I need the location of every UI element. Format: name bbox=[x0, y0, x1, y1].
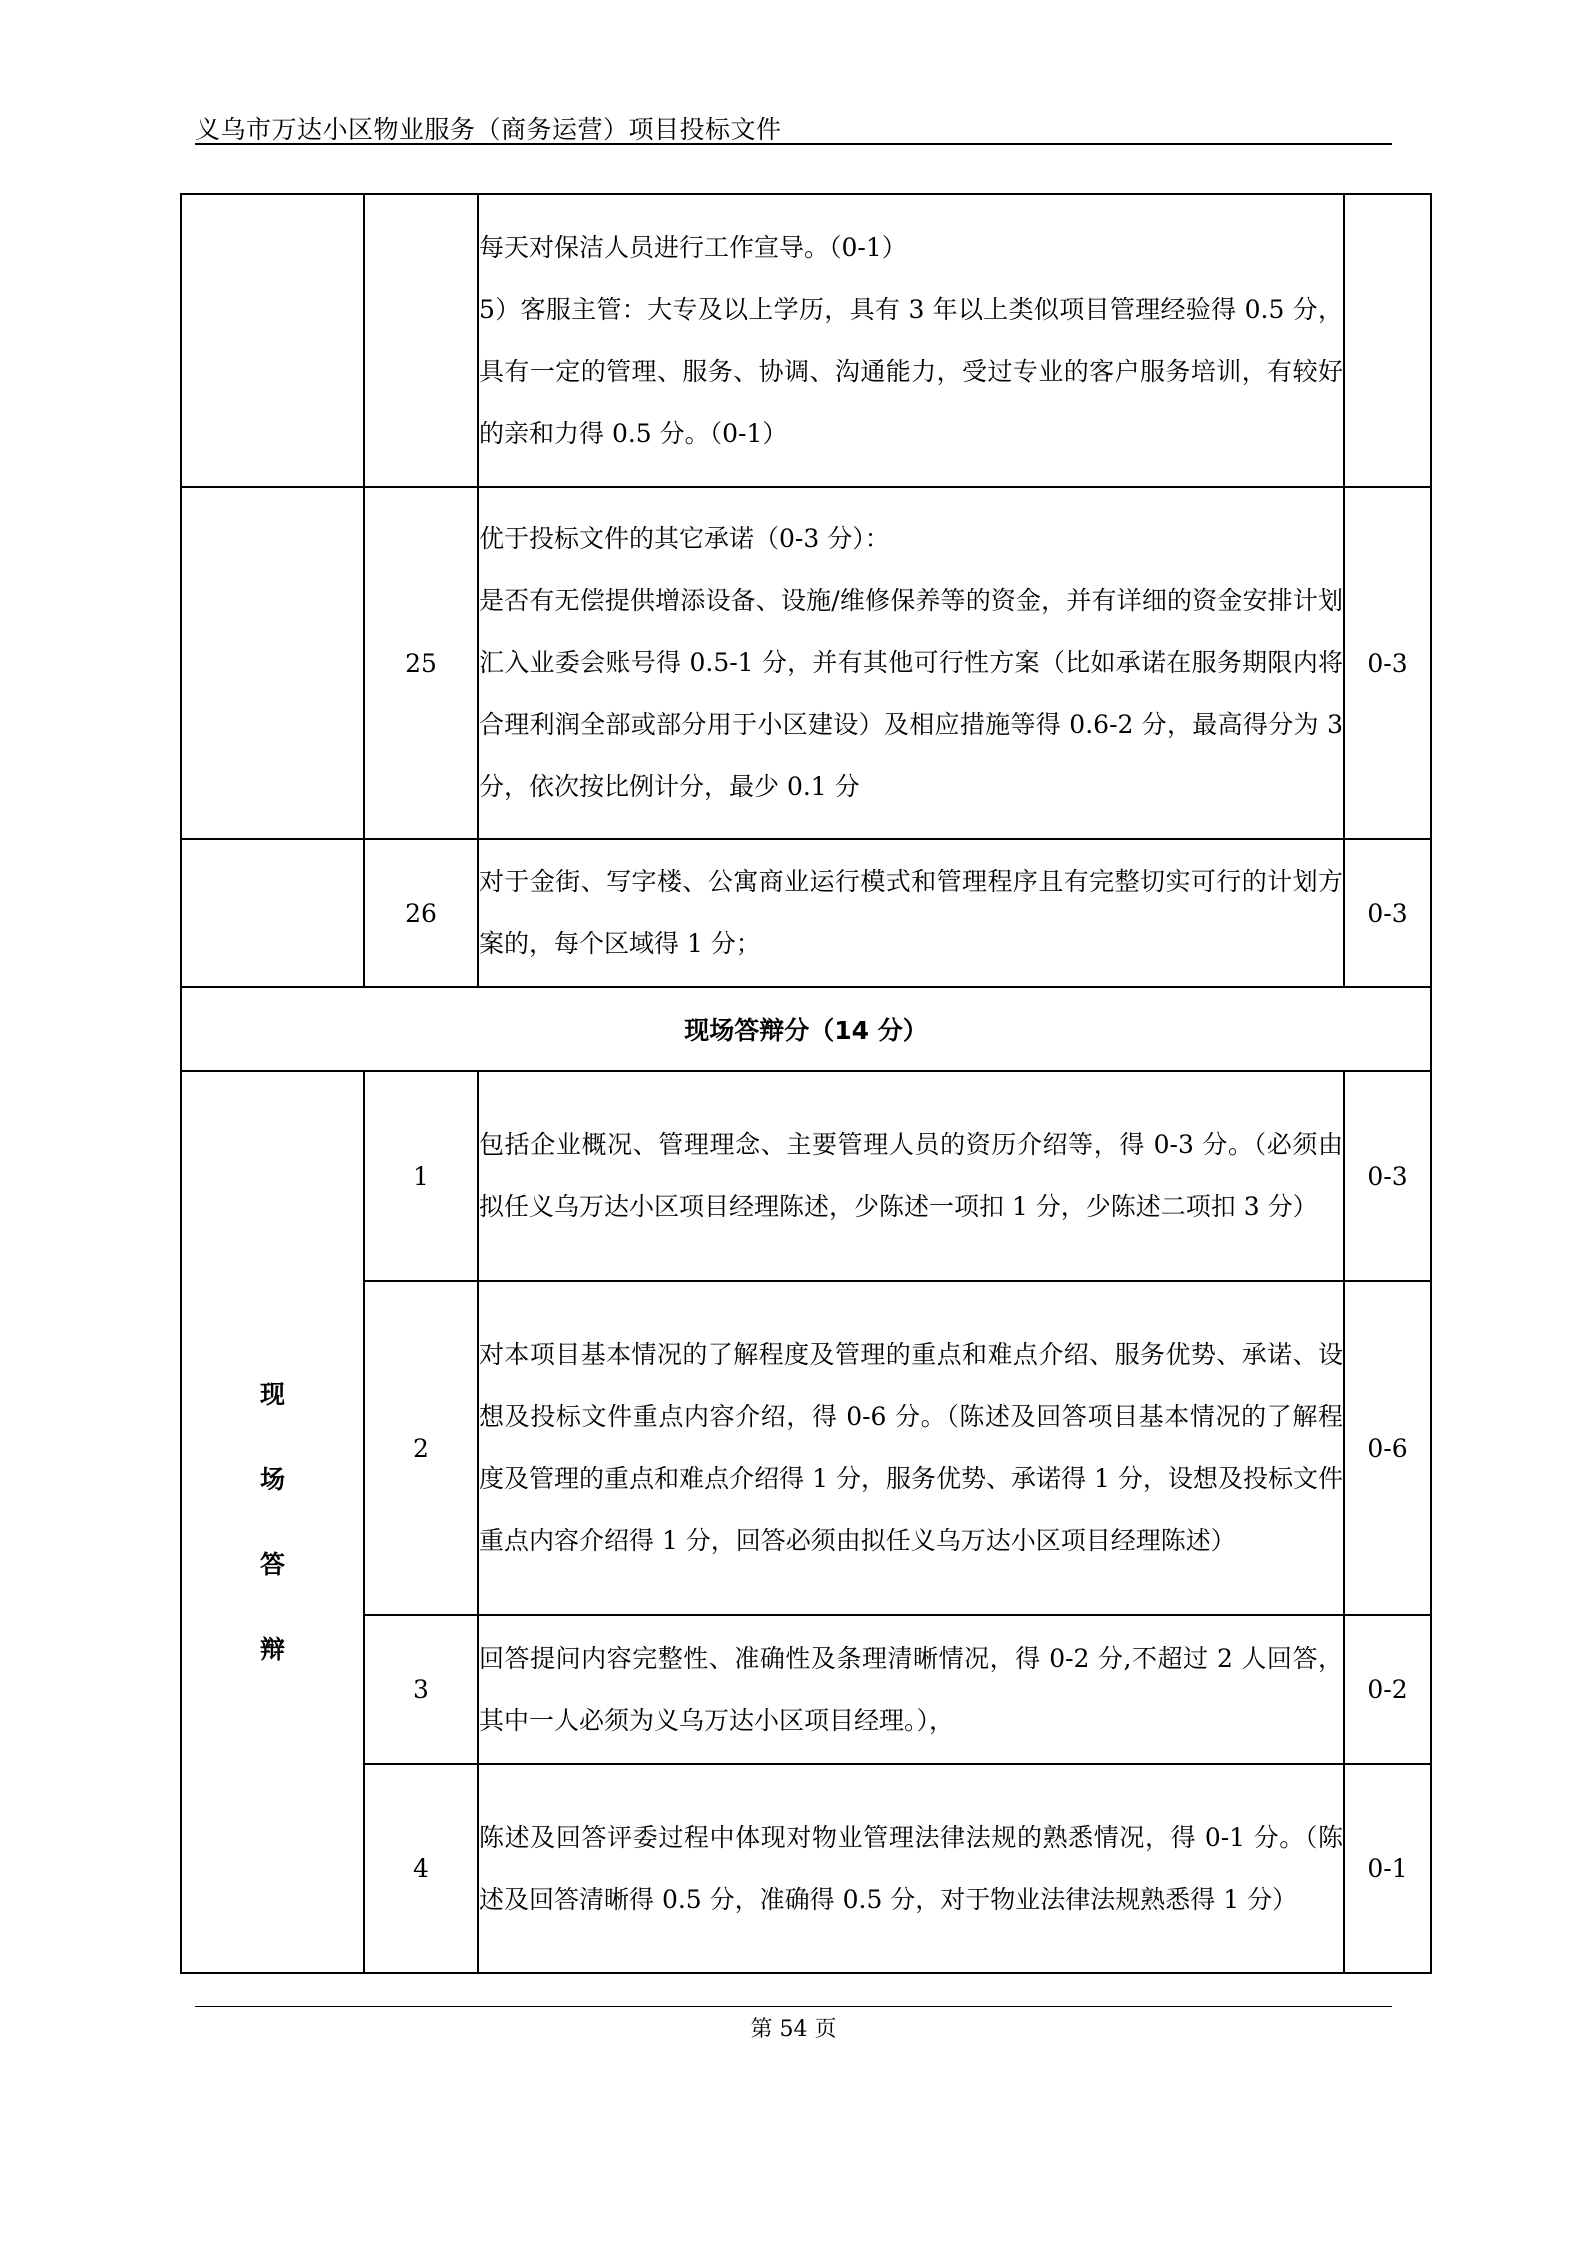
item-description bbox=[478, 487, 1344, 839]
score-range: 0-3 bbox=[1344, 1071, 1431, 1281]
section-heading: 现场答辩分（14 分） bbox=[181, 987, 1431, 1071]
category-cell bbox=[181, 839, 364, 987]
item-number: 4 bbox=[364, 1764, 478, 1973]
section-heading-row bbox=[181, 987, 1431, 1071]
category-char: 辩 bbox=[259, 1635, 285, 1664]
page-number: 第 54 页 bbox=[750, 2017, 837, 2042]
description-paragraph: 每天对保洁人员进行工作宣导。（0-1） bbox=[479, 232, 907, 262]
description-paragraph: 优于投标文件的其它承诺（0-3 分）： bbox=[479, 524, 890, 553]
scoring-table bbox=[180, 193, 1432, 1974]
table-row bbox=[181, 1281, 1431, 1615]
table-row bbox=[181, 1615, 1431, 1764]
item-number: 25 bbox=[364, 487, 478, 839]
score-range: 0-6 bbox=[1344, 1281, 1431, 1615]
item-description: 陈述及回答评委过程中体现对物业管理法律法规的熟悉情况，得 0-1 分。（陈述及回答清晰得 0.5 分，准确得 0.5 分，对于物业法律法规熟悉得 1 分） bbox=[478, 1764, 1344, 1973]
table-row bbox=[181, 194, 1431, 487]
header-rule bbox=[195, 143, 1392, 145]
score-range: 0-2 bbox=[1344, 1615, 1431, 1764]
item-number: 2 bbox=[364, 1281, 478, 1615]
description-paragraph: 对于金街、写字楼、公寓商业运行模式和管理程序且有完整切实可行的计划方案的，每个区域得 1 分； bbox=[479, 867, 1343, 958]
category-char: 答 bbox=[259, 1550, 285, 1579]
category-label bbox=[181, 1071, 364, 1973]
item-number: 3 bbox=[364, 1615, 478, 1764]
table-row bbox=[181, 1764, 1431, 1973]
description-paragraph: 是否有无偿提供增添设备、设施/维修保养等的资金，并有详细的资金安排计划汇入业委会账号得 0.5-1 分，并有其他可行性方案（比如承诺在服务期限内将合理利润全部或部分用于小区建设）及相应措施等得 0.6-2 分，最高得分为 3 分，依次按比例计分，最少 0.1 分 bbox=[479, 586, 1343, 801]
document-header-title: 义乌市万达小区物业服务（商务运营）项目投标文件 bbox=[195, 115, 782, 144]
description-paragraph: 5）客服主管：大专及以上学历，具有 3 年以上类似项目管理经验得 0.5 分，具有一定的管理、服务、协调、沟通能力，受过专业的客户服务培训，有较好的亲和力得 0.5 分。（0-1） bbox=[479, 294, 1343, 448]
item-description: 对本项目基本情况的了解程度及管理的重点和难点介绍、服务优势、承诺、设想及投标文件重点内容介绍，得 0-6 分。（陈述及回答项目基本情况的了解程度及管理的重点和难点介绍得 1 分，服务优势、承诺得 1 分，设想及投标文件重点内容介绍得 1 分，回答必须由拟任义乌万达小区项目经理陈述） bbox=[478, 1281, 1344, 1615]
table-row bbox=[181, 839, 1431, 987]
category-char: 场 bbox=[259, 1465, 285, 1494]
item-number: 26 bbox=[364, 839, 478, 987]
item-description: 包括企业概况、管理理念、主要管理人员的资历介绍等，得 0-3 分。（必须由拟任义乌万达小区项目经理陈述，少陈述一项扣 1 分，少陈述二项扣 3 分） bbox=[478, 1071, 1344, 1281]
item-description bbox=[478, 194, 1344, 487]
table-row bbox=[181, 487, 1431, 839]
score-range: 0-1 bbox=[1344, 1764, 1431, 1973]
score-range: 0-3 bbox=[1344, 839, 1431, 987]
footer-rule bbox=[195, 2006, 1392, 2007]
score-range: 0-3 bbox=[1344, 487, 1431, 839]
category-cell bbox=[181, 194, 364, 487]
item-number bbox=[364, 194, 478, 487]
item-number: 1 bbox=[364, 1071, 478, 1281]
table-row bbox=[181, 1071, 1431, 1281]
score-range bbox=[1344, 194, 1431, 487]
category-cell bbox=[181, 487, 364, 839]
item-description bbox=[478, 839, 1344, 987]
category-char: 现 bbox=[259, 1380, 285, 1409]
item-description: 回答提问内容完整性、准确性及条理清晰情况，得 0-2 分,不超过 2 人回答，其中一人必须为义乌万达小区项目经理。）， bbox=[478, 1615, 1344, 1764]
